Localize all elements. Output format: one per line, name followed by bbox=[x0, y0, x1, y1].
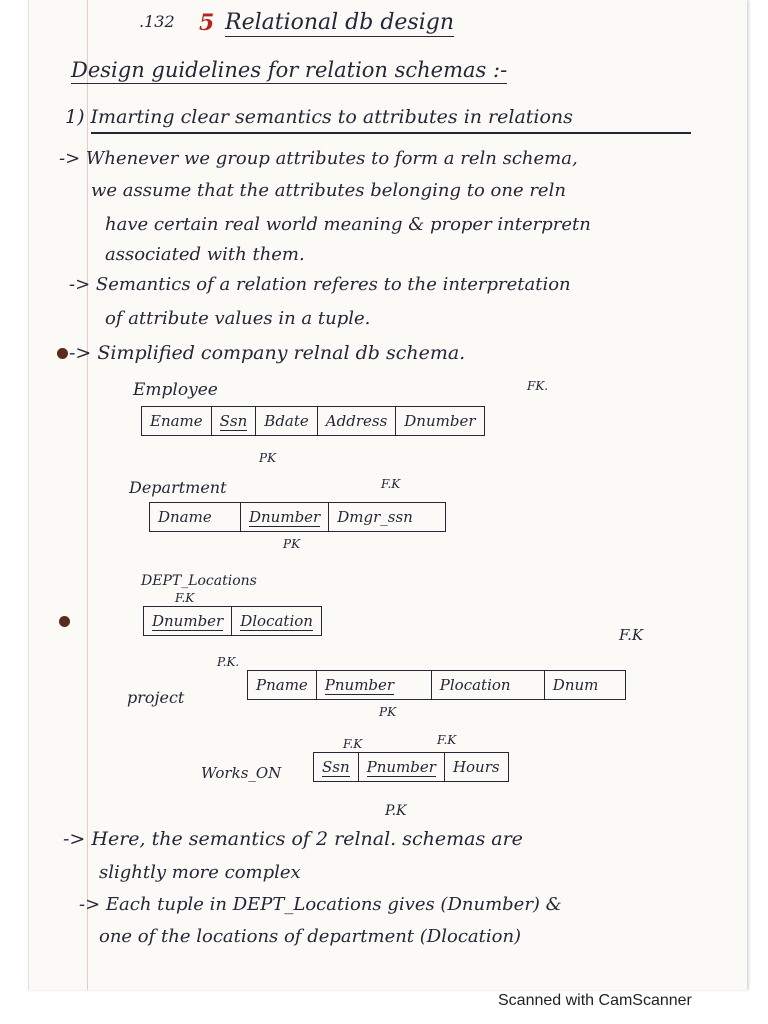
notebook-page bbox=[28, 0, 747, 990]
dept-locations-col: Dnumber bbox=[143, 606, 231, 636]
department-col: Dnumber bbox=[240, 502, 328, 532]
employee-col: Ename bbox=[141, 406, 211, 436]
project-col: Pname bbox=[247, 670, 316, 700]
works-on-col: Pnumber bbox=[358, 752, 444, 782]
section-heading: Design guidelines for relation schemas :- bbox=[71, 58, 508, 82]
text-line: -> Each tuple in DEPT_Locations gives (Dnumber) & bbox=[79, 894, 562, 915]
employee-col: Address bbox=[317, 406, 395, 436]
works-on-fk-label: F.K bbox=[437, 733, 457, 747]
works-on-col: Hours bbox=[444, 752, 509, 782]
text-line: -> Semantics of a relation referes to the interpretation bbox=[69, 274, 571, 295]
text-line: slightly more complex bbox=[99, 862, 301, 883]
section-number: 5 bbox=[199, 10, 215, 36]
project-col: Dnum bbox=[544, 670, 626, 700]
department-table bbox=[149, 502, 446, 532]
dept-locations-col: Dlocation bbox=[231, 606, 322, 636]
employee-table bbox=[141, 406, 485, 436]
point-1: 1) Imarting clear semantics to attributes in relations bbox=[65, 106, 573, 128]
dept-locations-title: DEPT_Locations bbox=[141, 573, 257, 589]
works-on-pk-label: P.K bbox=[385, 803, 407, 819]
employee-title: Employee bbox=[133, 380, 218, 400]
text-line: -> Here, the semantics of 2 relnal. schemas are bbox=[63, 828, 523, 850]
punch-hole bbox=[59, 616, 70, 627]
project-pk-label: PK bbox=[379, 705, 397, 719]
department-title: Department bbox=[129, 478, 227, 497]
department-fk-label: F.K bbox=[381, 477, 401, 491]
employee-pk-label: PK bbox=[259, 451, 277, 465]
dept-locations-table bbox=[143, 606, 322, 636]
works-on-table bbox=[313, 752, 509, 782]
text-line: -> Whenever we group attributes to form a reln schema, bbox=[59, 148, 578, 169]
point-1-underline bbox=[91, 132, 691, 134]
text-line: -> Simplified company relnal db schema. bbox=[69, 342, 466, 364]
text-line: we assume that the attributes belonging to one reln bbox=[91, 180, 566, 201]
project-col: Plocation bbox=[431, 670, 544, 700]
dept-locations-fk-label: F.K bbox=[175, 591, 195, 605]
employee-col: Ssn bbox=[211, 406, 256, 436]
employee-col: Bdate bbox=[255, 406, 316, 436]
project-table bbox=[247, 670, 626, 700]
project-col: Pnumber bbox=[316, 670, 431, 700]
department-col: Dmgr_ssn bbox=[328, 502, 446, 532]
text-line: of attribute values in a tuple. bbox=[105, 308, 371, 329]
employee-col: Dnumber bbox=[395, 406, 484, 436]
employee-fk-label: FK. bbox=[527, 379, 549, 393]
text-line: associated with them. bbox=[105, 244, 305, 265]
works-on-col: Ssn bbox=[313, 752, 358, 782]
project-fk-label: F.K bbox=[619, 626, 644, 644]
works-on-title: Works_ON bbox=[201, 764, 282, 782]
dept-locations-pk-label: P.K. bbox=[217, 655, 240, 669]
page-title: Relational db design bbox=[225, 10, 455, 35]
department-col: Dname bbox=[149, 502, 240, 532]
department-pk-label: PK bbox=[283, 537, 301, 551]
works-on-fk-label: F.K bbox=[343, 737, 363, 751]
text-line: have certain real world meaning & proper interpretn bbox=[105, 214, 591, 235]
project-title: project bbox=[127, 688, 185, 707]
scanner-watermark: Scanned with CamScanner bbox=[498, 992, 692, 1009]
page-number: .132 bbox=[139, 12, 175, 31]
punch-hole bbox=[57, 348, 68, 359]
text-line: one of the locations of department (Dlocation) bbox=[99, 926, 522, 947]
